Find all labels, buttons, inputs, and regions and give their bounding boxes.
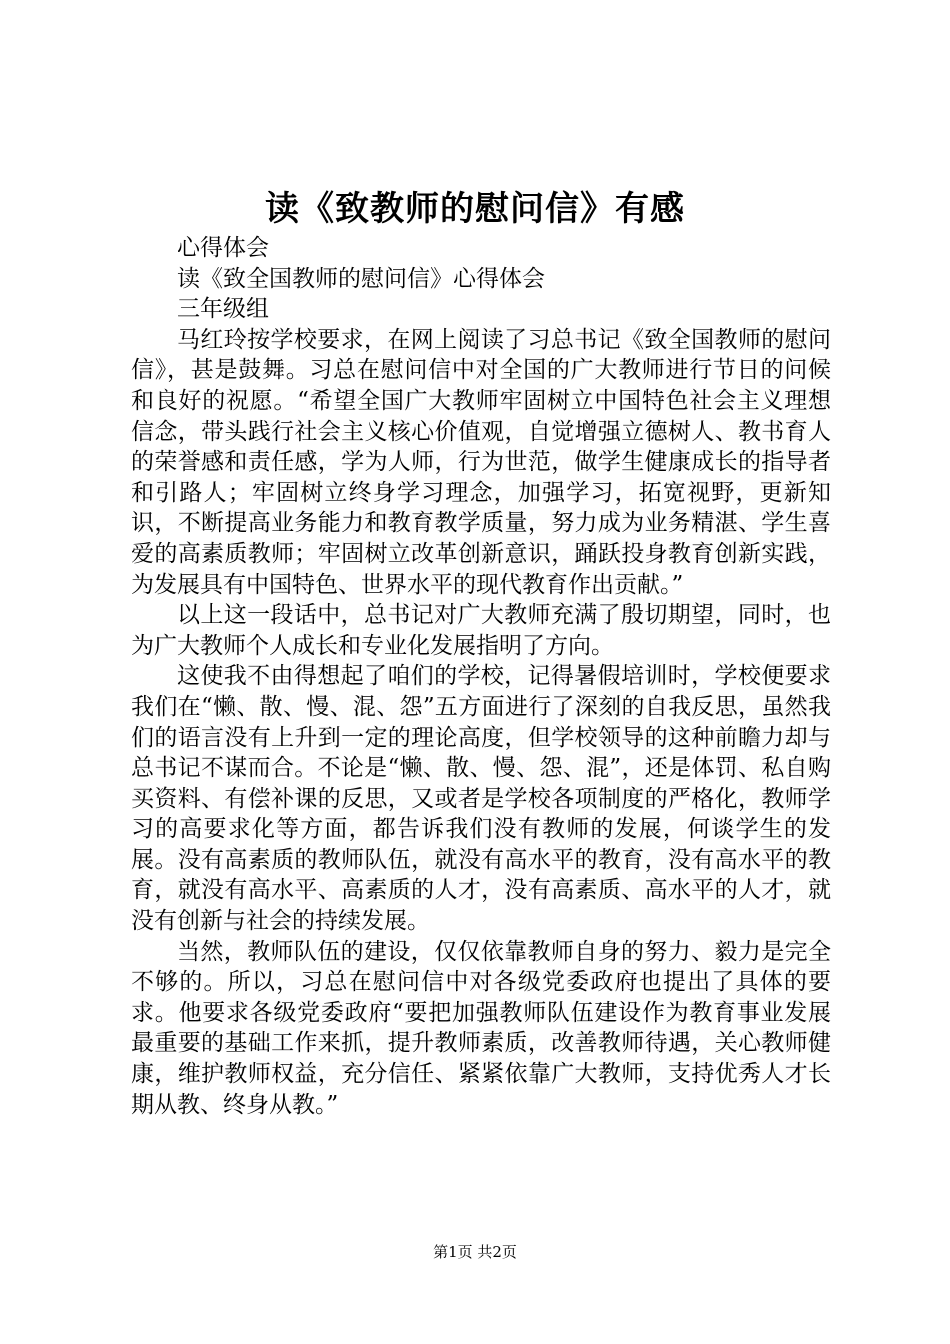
paragraph-body: 当然，教师队伍的建设，仅仅依靠教师自身的努力、毅力是完全不够的。所以，习总在慰问信中对各级党委政府也提出了具体的要求。他要求各级党委政府“要把加强教师队伍建设作为教育事业发展最重要的基础工作来抓，提升教师素质，改善教师待遇，关心教师健康，维护教师权益，充分信任、紧紧依靠广大教师，支持优秀人才长期从教、终身从教。” <box>131 938 831 1118</box>
paragraph-heading: 心得体会 <box>177 235 269 261</box>
page-footer: 第1页 共2页 <box>433 1243 517 1261</box>
paragraph-subtitle: 读《致全国教师的慰问信》心得体会 <box>177 265 545 292</box>
paragraph-body: 马红玲按学校要求，在网上阅读了习总书记《致全国教师的慰问信》，甚是鼓舞。习总在慰问信中对全国的广大教师进行节日的问候和良好的祝愿。“希望全国广大教师牢固树立中国特色社会主义理想信念，带头践行社会主义核心价值观，自觉增强立德树人、教书育人的荣誉感和责任感，学为人师，行为世范，做学生健康成长的指导者和引路人；牢固树立终身学习理念，加强学习，拓宽视野，更新知识，不断提高业务能力和教育教学质量，努力成为业务精湛、学生喜爱的高素质教师；牢固树立改革创新意识，踊跃投身教育创新实践，为发展具有中国特色、世界水平的现代教育作出贡献。” <box>131 326 831 598</box>
document-body <box>131 233 831 1120</box>
paragraph-body: 以上这一段话中，总书记对广大教师充满了殷切期望，同时，也为广大教师个人成长和专业化发展指明了方向。 <box>131 602 831 659</box>
document-title: 读《致教师的慰问信》有感 <box>265 189 685 229</box>
paragraph-body: 这使我不由得想起了咱们的学校，记得暑假培训时，学校便要求我们在“懒、散、慢、混、怨”五方面进行了深刻的自我反思，虽然我们的语言没有上升到一定的理论高度，但学校领导的这种前瞻力却与总书记不谋而合。不论是“懒、散、慢、怨、混”，还是体罚、私自购买资料、有偿补课的反思，又或者是学校各项制度的严格化，教师学习的高要求化等方面，都告诉我们没有教师的发展，何谈学生的发展。没有高素质的教师队伍，就没有高水平的教育，没有高水平的教育，就没有高水平、高素质的人才，没有高素质、高水平的人才，就没有创新与社会的持续发展。 <box>131 663 831 935</box>
paragraph-author-group: 三年级组 <box>177 296 269 323</box>
